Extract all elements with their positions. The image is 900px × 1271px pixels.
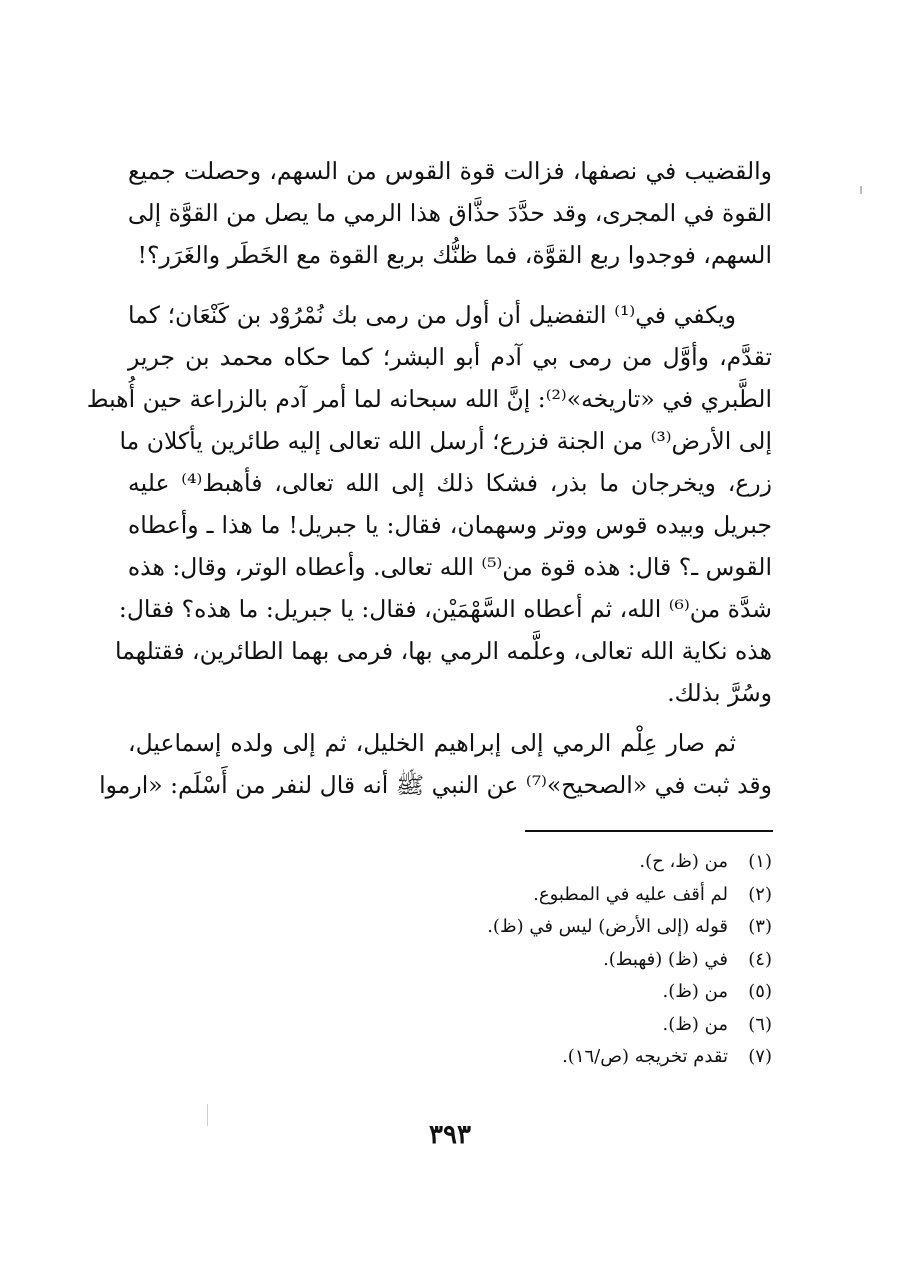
text-line: هذه نكاية الله تعالى، وعلَّمه الرمي بها، فرمى بهما الطائرين، فقتلهما xyxy=(115,637,772,665)
footnote-number: (٣) xyxy=(748,916,772,937)
footnote-item xyxy=(300,1009,772,1042)
text-line: شدَّة من⁽⁶⁾ الله، ثم أعطاه السَّهْمَيْن، فقال: يا جبريل: ما هذه؟ فقال: xyxy=(118,595,772,623)
footnote-item xyxy=(300,846,772,879)
footnote-item xyxy=(300,944,772,977)
footnote-text: من (ظ). xyxy=(662,981,728,1002)
footnote-item xyxy=(300,911,772,944)
scan-speck xyxy=(207,1104,208,1126)
footnote-number: (٤) xyxy=(748,948,772,970)
footnote-text: في (ظ) (فهبط). xyxy=(603,948,728,970)
text-line: الطَّبري في «تاريخه»⁽²⁾: إنَّ الله سبحانه لما أمر آدم بالزراعة حين أُهبط xyxy=(86,385,772,413)
text-line: وقد ثبت في «الصحيح»⁽⁷⁾ عن النبي ﷺ أنه قال لنفر من أَسْلَم: «ارموا xyxy=(99,771,772,799)
text-line: القوة في المجرى، وقد حدَّدَ حذَّاق هذا الرمي ما يصل من القوَّة إلى xyxy=(127,199,772,227)
text-line: تقدَّم، وأوَّل من رمى بي آدم أبو البشر؛ كما حكاه محمد بن جرير xyxy=(128,343,772,371)
text-line: السهم، فوجدوا ربع القوَّة، فما ظنُّك بربع القوة مع الخَطَر والغَرَر؟! xyxy=(137,241,772,269)
text-line: والقضيب في نصفها، فزالت قوة القوس من السهم، وحصلت جميع xyxy=(128,157,772,185)
footnote-text: من (ظ). xyxy=(662,1013,728,1035)
footnote-text: قوله (إلى الأرض) ليس في (ظ). xyxy=(487,916,728,937)
paragraph-1 xyxy=(128,150,772,276)
footnotes xyxy=(300,846,772,1074)
scan-speck xyxy=(860,186,862,194)
footnote-number: (١) xyxy=(748,851,772,872)
text-line: القوس ـ؟ قال: هذه قوة من⁽⁵⁾ الله تعالى. وأعطاه الوتر، وقال: هذه xyxy=(127,553,772,581)
footnote-item xyxy=(300,879,772,912)
footnote-number: (٥) xyxy=(748,981,772,1002)
paragraph-3 xyxy=(99,722,772,806)
footnote-text: من (ظ، ح). xyxy=(639,851,728,872)
footnote-number: (٦) xyxy=(748,1013,772,1035)
footnote-text: تقدم تخريجه (ص/١٦). xyxy=(562,1046,728,1067)
text-line: زرع، ويخرجان ما بذر، فشكا ذلك إلى الله تعالى، فأهبط⁽⁴⁾ عليه xyxy=(128,469,773,497)
text-line: ثم صار عِلْم الرمي إلى إبراهيم الخليل، ثم إلى ولده إسماعيل، xyxy=(128,729,736,757)
footnote-number: (٢) xyxy=(748,883,772,905)
page-number: ٣٩٣ xyxy=(429,1120,471,1150)
footnote-separator xyxy=(525,830,773,832)
text-line: وسُرَّ بذلك. xyxy=(667,679,772,707)
text-line: إلى الأرض⁽³⁾ من الجنة فزرع؛ أرسل الله تعالى إليه طائرين يأكلان ما xyxy=(119,427,772,455)
text-line: ويكفي في⁽¹⁾ التفضيل أن أول من رمى بك نُمْرُوْد بن كَنْعَان؛ كما xyxy=(128,301,736,329)
text-line: جبريل وبيده قوس ووتر وسهمان، فقال: يا جبريل! ما هذا ـ وأعطاه xyxy=(128,511,772,539)
footnote-text: لم أقف عليه في المطبوع. xyxy=(533,883,728,905)
footnote-item xyxy=(300,976,772,1009)
footnote-number: (٧) xyxy=(748,1046,772,1067)
footnote-item xyxy=(300,1041,772,1074)
paragraph-2 xyxy=(86,294,773,714)
